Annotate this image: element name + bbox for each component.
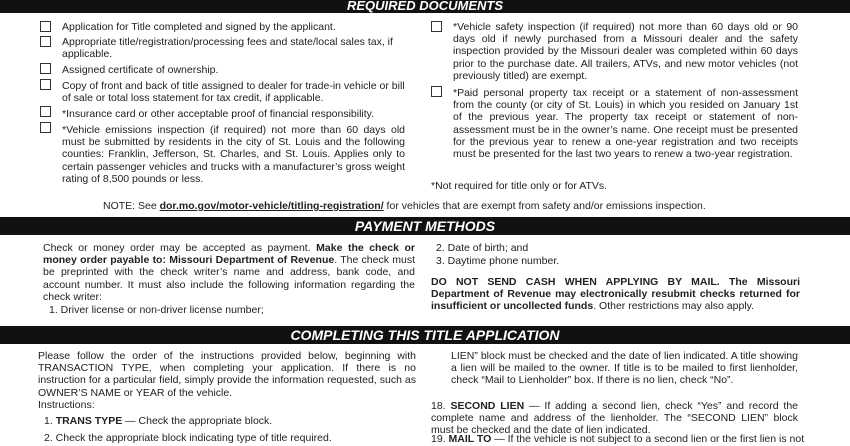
checkbox-property-tax[interactable] [431, 86, 442, 97]
checkbox-insurance[interactable] [40, 106, 51, 117]
payment-methods-title: PAYMENT METHODS [354, 218, 496, 234]
checkbox-trade-in-title[interactable] [40, 79, 51, 90]
step-18-number: 18. [431, 400, 451, 412]
completing-intro: Please follow the order of the instructions provided below, beginning with TRANSACTION TYPE, when completing your application. If there is no instruction for a particular field, simply provide the information requested, such as OWNER’S NAME or YEAR of the vehicle. [38, 350, 416, 399]
completing-header [0, 326, 850, 344]
req-item-application: Application for Title completed and signed by the applicant. [62, 21, 336, 33]
checkbox-fees[interactable] [40, 36, 51, 47]
payment-item-1: 1. Driver license or non-driver license number; [49, 304, 264, 316]
checkbox-certificate[interactable] [40, 63, 51, 74]
req-item-safety-inspection: *Vehicle safety inspection (if required) not more than 60 days old or 90 days old if newly purchased from a Missouri dealer and the safety inspection provided by the Missouri dealer was completed within 60 days prior to the purchase date. All trailers, ATVs, and new motor vehicles (not previously titled) are exempt. [453, 21, 798, 82]
completing-step-18 [431, 400, 798, 437]
step-19-label: MAIL TO [448, 433, 492, 445]
req-note-prefix: NOTE: See [103, 200, 160, 212]
required-documents-header [0, 0, 850, 13]
req-item-property-tax: *Paid personal property tax receipt or a statement of non-assessment from the county (or city of St. Louis) in which you resided on January 1st of the previous year. The property tax receipt or statement of non-assessment must be in the owner’s name. One receipt must be presented for the previous year to renew a one-year registration and two receipts must be presented for the last two years to renew a two-year registration. [453, 87, 798, 161]
payment-intro: Check or money order may be accepted as payment. [43, 242, 317, 254]
step-1-label: TRANS TYPE [55, 415, 123, 427]
checkbox-application[interactable] [40, 21, 51, 32]
payment-methods-header [0, 217, 850, 235]
payment-cash-warning [431, 276, 800, 313]
payment-payable: Make the check or money order payable to: Missouri Department of Revenue [43, 242, 416, 267]
step-18-label: SECOND LIEN [450, 400, 525, 412]
completing-instructions-label: Instructions: [38, 399, 95, 411]
payment-left-text [43, 242, 415, 303]
req-item-certificate: Assigned certificate of ownership. [62, 64, 219, 76]
req-note [103, 200, 823, 212]
step-18-text: — If adding a second lien, check “Yes” and record the complete name and address of the lienholder. The “SECOND LIEN” block must be checked and the date of lien indicated. [431, 400, 799, 437]
payment-item-3: 3. Daytime phone number. [436, 255, 560, 267]
payment-restrictions: . Other restrictions may also apply. [593, 300, 755, 313]
payment-requirements: . The check must be preprinted with the check writer’s name and address, bank code, and account number. It must also include the following information regarding the check writer: [43, 254, 416, 303]
completing-step-1 [44, 415, 414, 427]
required-documents-title: REQUIRED DOCUMENTS [346, 0, 503, 13]
req-note-suffix: for vehicles that are exempt from safety and/or emissions inspection. [383, 200, 706, 212]
completing-step-2: 2. Check the appropriate block indicating type of title required. [44, 432, 332, 444]
req-item-insurance: *Insurance card or other acceptable proof of financial responsibility. [62, 108, 375, 120]
req-item-emissions: *Vehicle emissions inspection (if required) not more than 60 days old must be submitted by residents in the city of St. Louis and the following counties: Franklin, Jefferson, St. Charles, and St. Louis. Applies only to certain passenger vehicles and trucks with a manufacturer’s gross weight rating of 8,500 pounds or less. [62, 124, 405, 185]
req-item-fees: Appropriate title/registration/processing fees and state/local sales tax, if applicable. [62, 36, 393, 61]
req-item-trade-in-title: Copy of front and back of title assigned to dealer for trade-in vehicle or bill of sale or total loss statement for tax credit, if applicable. [62, 80, 405, 105]
req-note-link[interactable]: dor.mo.gov/motor-vehicle/titling-registration/ [159, 200, 384, 212]
step-19-text: — If the vehicle is not subject to a second lien or the first lien is not [491, 433, 805, 445]
payment-no-cash: DO NOT SEND CASH WHEN APPLYING BY MAIL. The Missouri Department of Revenue may electronically resubmit checks returned for insufficient or uncollected funds [431, 276, 800, 313]
checkbox-emissions[interactable] [40, 122, 51, 133]
payment-item-2: 2. Date of birth; and [436, 242, 529, 254]
completing-right-continued: LIEN” block must be checked and the date of lien indicated. A title showing a lien will be mailed to the owner. If title is to be mailed to first lienholder, check “Mail to Lienholder” box. If there is no lien, check “No”. [451, 350, 798, 387]
step-19-number: 19. [431, 433, 449, 445]
checkbox-safety-inspection[interactable] [431, 21, 442, 32]
completing-title: COMPLETING THIS TITLE APPLICATION [290, 327, 560, 343]
step-1-number: 1. [44, 415, 56, 427]
step-1-text: — Check the appropriate block. [122, 415, 273, 427]
req-footnote: *Not required for title only or for ATVs. [431, 180, 608, 192]
completing-step-19 [431, 433, 831, 445]
